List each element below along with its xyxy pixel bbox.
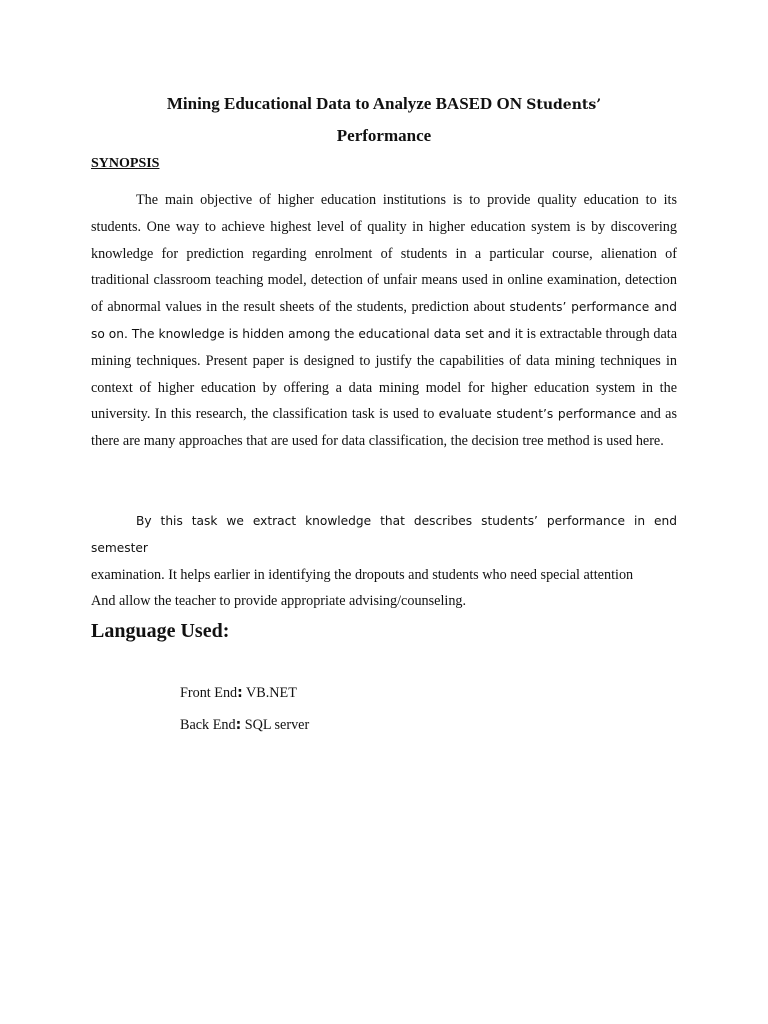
language-value: VB.NET (242, 685, 297, 701)
language-value: SQL server (241, 717, 310, 733)
title-alt-text: Students’ (526, 97, 602, 113)
paragraph-text-alt: students’ performance and so on. The knowledge is hidden among the educational data set and it (91, 300, 677, 341)
language-label: Front End (180, 685, 238, 701)
paragraph-text: The main objective of higher education institutions is to provide quality education to its students. One way to achieve highest level of quality in higher education system is by discovering knowledge for prediction regarding enrolment of students in a particular course, alienation of traditional classroom teaching model, detection of unfair means used in online examination, detection of abnormal values in the result sheets of the students, prediction about (91, 192, 677, 316)
language-colon: : (235, 717, 242, 733)
front-end-row (180, 684, 297, 702)
back-end-row (180, 716, 309, 734)
paragraph-text-alt: evaluate student’s performance (438, 407, 636, 422)
page-title-continuation: Performance (336, 126, 432, 145)
paragraph-text: is extractable through data mining techniques. Present paper is designed to justify the capabilities of data mining techniques in context of higher education by offering a data mining model for higher education system in the university. In this research, the classification task is used to (91, 325, 677, 423)
task-paragraph (91, 508, 677, 615)
paragraph-text: and as there are many approaches that are used for data classification, the decision tree method is used here. (91, 406, 677, 450)
synopsis-heading: SYNOPSIS (91, 156, 160, 171)
language-label: Back End (180, 717, 236, 733)
title-text: Mining Educational Data to Analyze BASED ON (166, 94, 527, 113)
paragraph-line: By this task we extract knowledge that describes students’ performance in end semester (91, 514, 677, 555)
synopsis-paragraph (91, 187, 677, 455)
language-colon: : (237, 685, 243, 701)
page-title (0, 94, 768, 115)
language-heading: Language Used: (91, 620, 230, 642)
paragraph-line: And allow the teacher to provide appropriate advising/counseling. (91, 593, 467, 610)
paragraph-line: examination. It helps earlier in identifying the dropouts and students who need special attention (91, 566, 634, 583)
